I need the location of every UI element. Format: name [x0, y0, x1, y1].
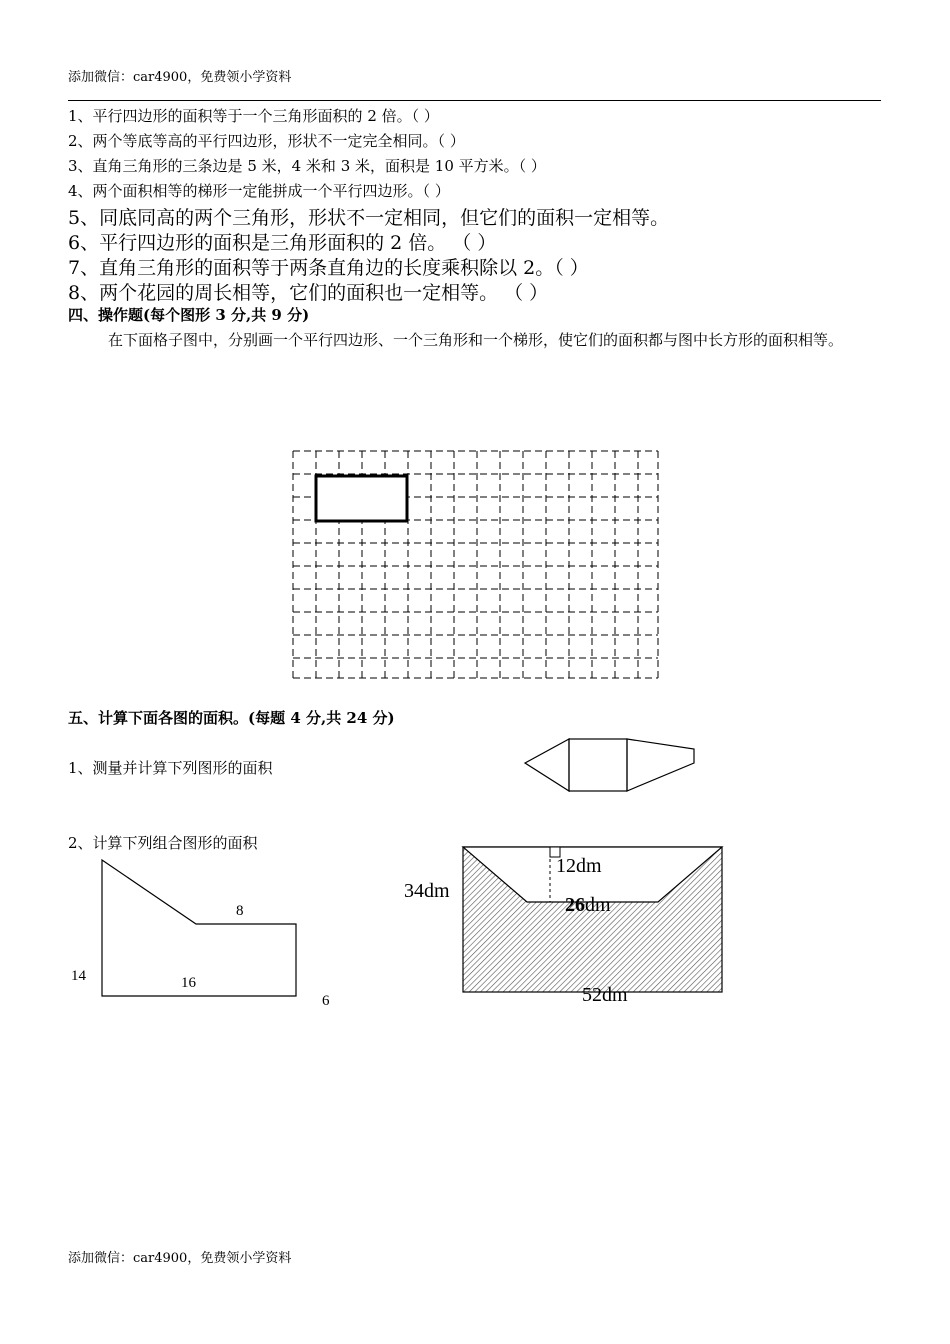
- label-left: 14: [71, 968, 86, 984]
- composite-figure-right: [400, 840, 730, 1010]
- measure-trapezoid: [627, 739, 694, 791]
- label-left: 34dm: [404, 880, 450, 902]
- section5-q2: 2、计算下列组合图形的面积: [68, 834, 258, 852]
- label-height: 12dm: [556, 855, 602, 877]
- grid-figure: [290, 448, 662, 682]
- section5-title: 五、计算下面各图的面积。(每题 4 分,共 24 分): [68, 709, 395, 727]
- judge-item-5: 5、同底同高的两个三角形，形状不一定相同，但它们的面积一定相等。: [68, 207, 670, 229]
- judge-item-6: 6、平行四边形的面积是三角形面积的 2 倍。 （ ）: [68, 232, 497, 254]
- section4-instruction: 在下面格子图中，分别画一个平行四边形、一个三角形和一个梯形，使它们的面积都与图中长方形的面积相等。: [108, 331, 844, 349]
- measure-triangle: [525, 739, 569, 791]
- reference-rectangle: [316, 476, 407, 521]
- measure-square: [569, 739, 627, 791]
- page-header: 添加微信：car4900，免费领小学资料: [68, 70, 292, 85]
- judge-item-7: 7、直角三角形的面积等于两条直角边的长度乘积除以 2。（ ）: [68, 257, 589, 279]
- label-bottom: 52dm: [582, 984, 628, 1006]
- composite-figure-left: [66, 855, 356, 1015]
- judge-item-2: 2、两个等底等高的平行四边形，形状不一定完全相同。（ ）: [68, 132, 465, 150]
- judge-item-4: 4、两个面积相等的梯形一定能拼成一个平行四边形。（ ）: [68, 182, 450, 200]
- label-top: 8: [236, 903, 244, 919]
- judge-item-3: 3、直角三角形的三条边是 5 米，4 米和 3 米，面积是 10 平方米。（ ）: [68, 157, 546, 175]
- page-footer: 添加微信：car4900，免费领小学资料: [68, 1251, 292, 1266]
- judge-item-8: 8、两个花园的周长相等，它们的面积也一定相等。 （ ）: [68, 282, 549, 304]
- judge-item-1: 1、平行四边形的面积等于一个三角形面积的 2 倍。（ ）: [68, 107, 439, 125]
- label-inner: [565, 894, 611, 916]
- section5-q1: 1、测量并计算下列图形的面积: [68, 759, 273, 777]
- label-inner-unit: dm: [585, 894, 611, 916]
- label-right: 6: [322, 993, 330, 1009]
- label-bottom: 16: [181, 975, 196, 991]
- measure-figure: [520, 733, 700, 798]
- composite-outline: [102, 860, 296, 996]
- label-inner-value: 26: [565, 894, 585, 916]
- header-rule: [68, 100, 881, 101]
- section4-title: 四、操作题(每个图形 3 分,共 9 分): [68, 306, 310, 324]
